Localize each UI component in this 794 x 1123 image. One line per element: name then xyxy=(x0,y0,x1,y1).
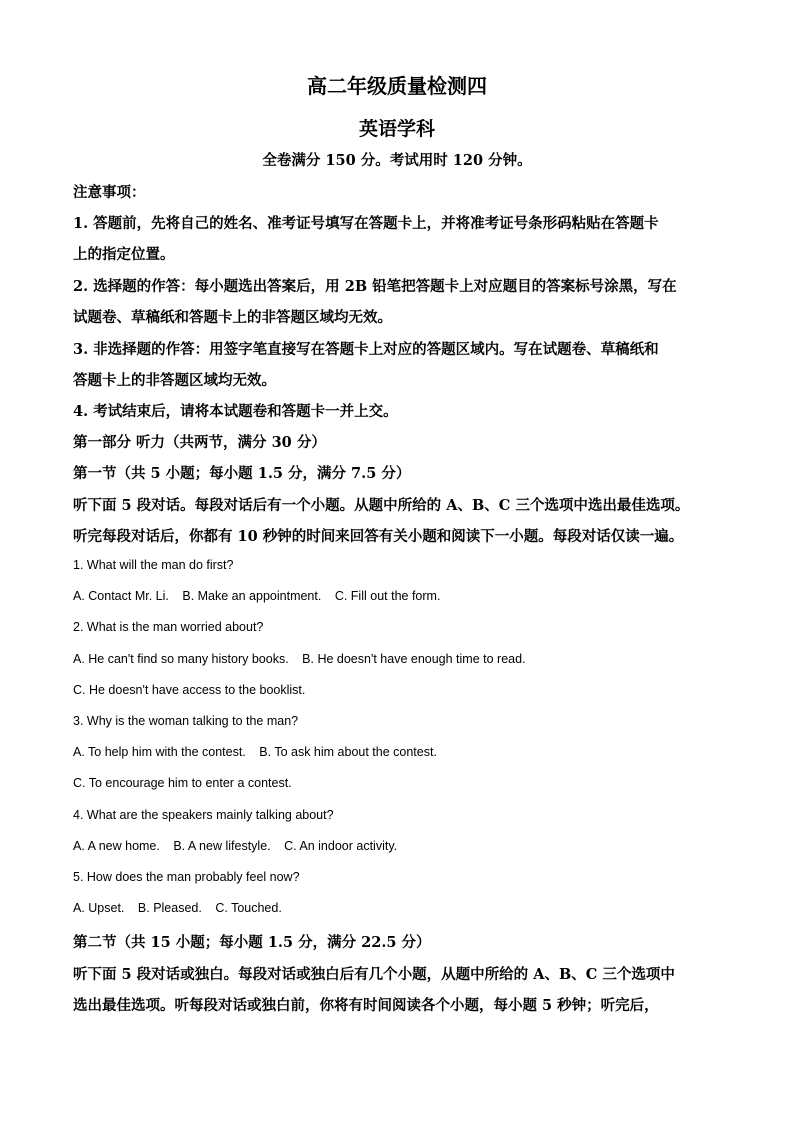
notice-item-2-cont: 试题卷、草稿纸和答题卡上的非答题区域均无效。 xyxy=(73,309,392,326)
option-b: B. Make an appointment. xyxy=(182,589,322,603)
question-4: 4. What are the speakers mainly talking about? xyxy=(73,808,334,822)
exam-subject: 英语学科 xyxy=(358,118,435,140)
question-2-option-c: C. He doesn't have access to the booklist. xyxy=(73,683,306,697)
question-1-options xyxy=(73,589,440,603)
section2-heading: 第二节（共 15 小题；每小题 1.5 分，满分 22.5 分） xyxy=(73,934,431,951)
option-a: A. To help him with the contest. xyxy=(73,745,246,759)
section1-instructions: 听下面 5 段对话。每段对话后有一个小题。从题中所给的 A、B、C 三个选项中选出最佳选项。 xyxy=(73,497,690,514)
section2-instructions-cont: 选出最佳选项。听每段对话或独白前，你将有时间阅读各个小题，每小题 5 秒钟；听完后， xyxy=(73,997,659,1014)
option-b: B. Pleased. xyxy=(137,901,202,915)
question-2: 2. What is the man worried about? xyxy=(73,620,264,634)
option-b: B. To ask him about the contest. xyxy=(259,745,437,759)
question-3: 3. Why is the woman talking to the man? xyxy=(73,714,299,728)
question-3-option-c: C. To encourage him to enter a contest. xyxy=(73,776,292,790)
option-c: C. An indoor activity. xyxy=(284,839,398,853)
option-c: C. Touched. xyxy=(215,901,282,915)
exam-info: 全卷满分 150 分。考试用时 120 分钟。 xyxy=(262,152,532,169)
notice-item-3-cont: 答题卡上的非答题区域均无效。 xyxy=(73,372,276,389)
option-a: A. A new home. xyxy=(73,839,160,853)
question-1: 1. What will the man do first? xyxy=(73,558,234,572)
notice-item-1-cont: 上的指定位置。 xyxy=(73,246,175,263)
part1-heading: 第一部分 听力（共两节，满分 30 分） xyxy=(73,434,326,451)
option-b: B. A new lifestyle. xyxy=(173,839,271,853)
notice-heading: 注意事项： xyxy=(73,184,146,201)
question-5-options xyxy=(73,901,282,915)
notice-item-2: 2. 选择题的作答：每小题选出答案后，用 2B 铅笔把答题卡上对应题目的答案标号涂黑，写在 xyxy=(73,278,677,295)
question-3-options xyxy=(73,745,437,759)
section1-heading: 第一节（共 5 小题；每小题 1.5 分，满分 7.5 分） xyxy=(73,465,411,482)
option-b: B. He doesn't have enough time to read. xyxy=(302,652,526,666)
option-c: C. Fill out the form. xyxy=(334,589,441,603)
notice-item-1: 1. 答题前，先将自己的姓名、准考证号填写在答题卡上，并将准考证号条形码粘贴在答题卡 xyxy=(73,215,659,232)
notice-item-4: 4. 考试结束后，请将本试题卷和答题卡一并上交。 xyxy=(73,403,398,420)
question-4-options xyxy=(73,839,397,853)
section1-instructions-cont: 听完每段对话后，你都有 10 秒钟的时间来回答有关小题和阅读下一小题。每段对话仅读一遍。 xyxy=(73,528,684,545)
section2-instructions: 听下面 5 段对话或独白。每段对话或独白后有几个小题，从题中所给的 A、B、C 三个选项中 xyxy=(73,966,675,983)
question-2-options xyxy=(73,652,526,666)
exam-title: 高二年级质量检测四 xyxy=(307,74,487,98)
notice-item-3: 3. 非选择题的作答：用签字笔直接写在答题卡上对应的答题区域内。写在试题卷、草稿纸和 xyxy=(73,341,659,358)
option-a: A. Contact Mr. Li. xyxy=(73,589,169,603)
option-a: A. Upset. xyxy=(73,901,125,915)
question-5: 5. How does the man probably feel now? xyxy=(73,870,300,884)
option-a: A. He can't find so many history books. xyxy=(73,652,289,666)
